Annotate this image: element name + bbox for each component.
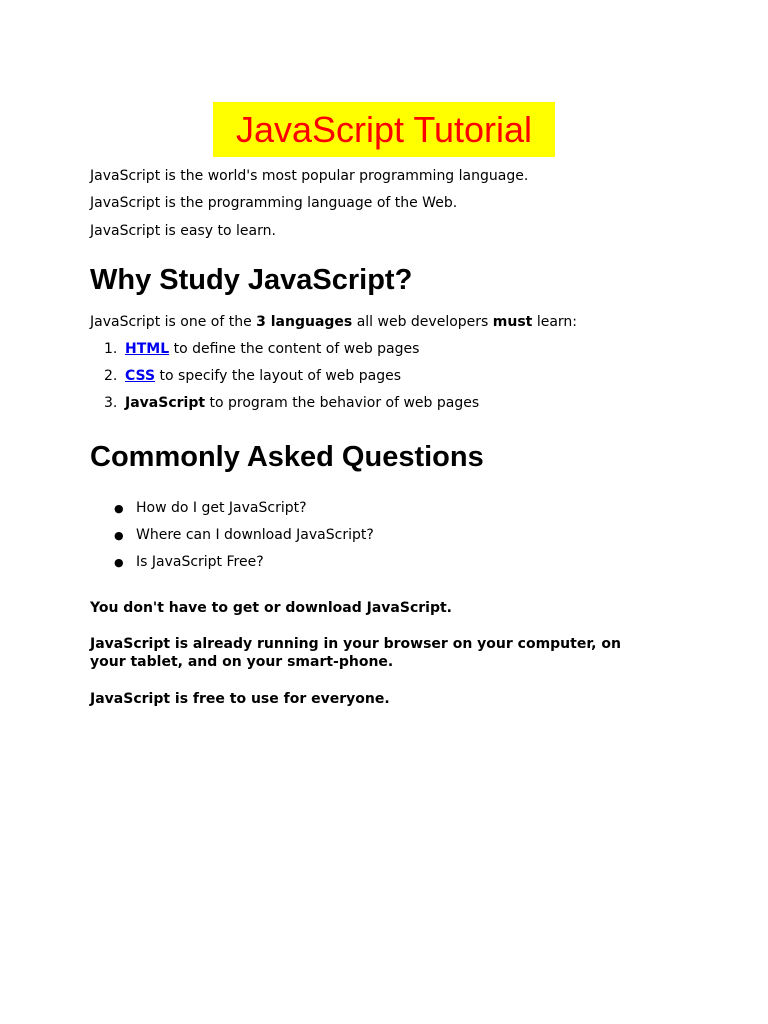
faq-answer: JavaScript is already running in your browser on your computer, on your tablet, and on your smart-phone.	[90, 636, 621, 670]
faq-item-text: Is JavaScript Free?	[136, 554, 264, 570]
why-lead-bold: must	[492, 314, 533, 330]
faq-item	[114, 499, 307, 518]
faq-answer: JavaScript is free to use for everyone.	[90, 691, 390, 707]
faq-item	[114, 526, 374, 545]
list-item-text: to program the behavior of web pages	[205, 395, 480, 411]
bullet-icon: ●	[114, 529, 124, 542]
css-link[interactable]: CSS	[125, 368, 156, 384]
why-lead-text: all web developers	[352, 314, 493, 330]
list-item-term: JavaScript	[125, 395, 206, 411]
html-link[interactable]: HTML	[125, 341, 170, 357]
intro-line: JavaScript is the programming language of the Web.	[90, 195, 458, 211]
why-lead-text: learn:	[532, 314, 578, 330]
bullet-icon: ●	[114, 502, 124, 515]
intro-line: JavaScript is easy to learn.	[90, 223, 276, 239]
list-item	[104, 367, 401, 385]
list-item	[104, 394, 479, 412]
intro-line: JavaScript is the world's most popular programming language.	[90, 168, 529, 184]
faq-item	[114, 553, 264, 572]
faq-item-text: How do I get JavaScript?	[136, 500, 307, 516]
list-marker: 2.	[104, 368, 118, 384]
section-heading-faq: Commonly Asked Questions	[90, 441, 484, 473]
section-heading-why: Why Study JavaScript?	[90, 264, 413, 296]
faq-answer: You don't have to get or download JavaScript.	[90, 600, 452, 616]
list-item-text: to specify the layout of web pages	[155, 368, 401, 384]
list-marker: 3.	[104, 395, 118, 411]
why-lead-bold: 3 languages	[256, 314, 353, 330]
bullet-icon: ●	[114, 556, 124, 569]
list-item-text: to define the content of web pages	[169, 341, 420, 357]
why-lead-text: JavaScript is one of the	[90, 314, 257, 330]
why-lead	[90, 313, 577, 331]
faq-item-text: Where can I download JavaScript?	[136, 527, 374, 543]
list-marker: 1.	[104, 341, 118, 357]
title-highlight	[213, 102, 555, 157]
page-title: JavaScript Tutorial	[235, 109, 533, 150]
list-item	[104, 340, 419, 358]
